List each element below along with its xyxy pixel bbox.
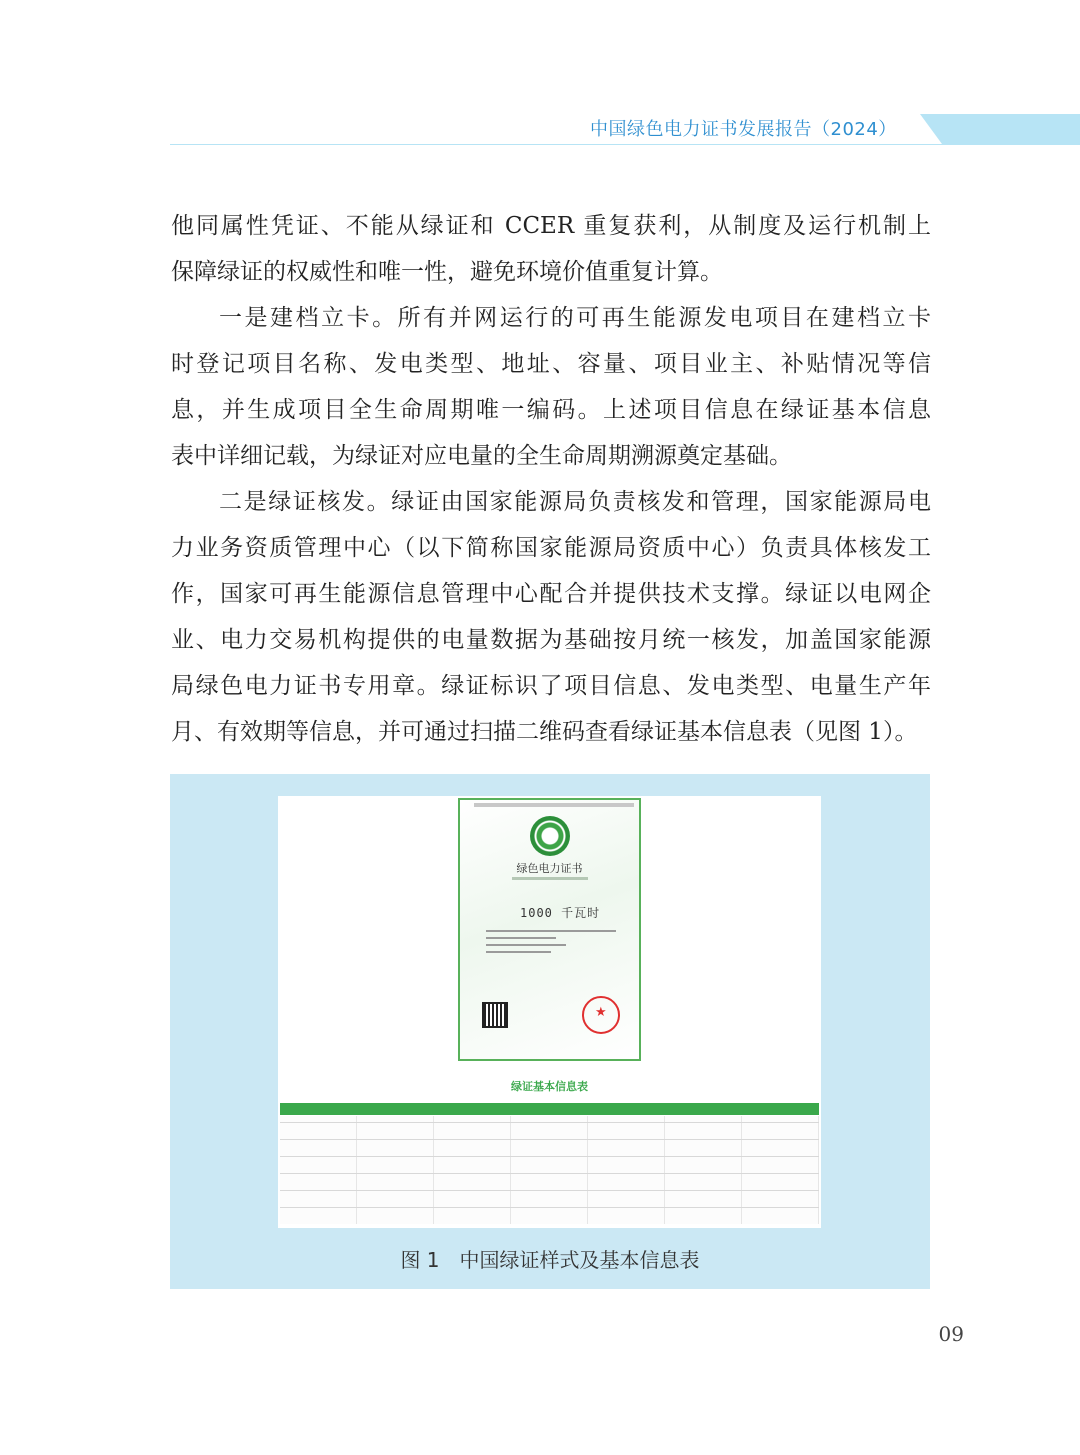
text-line: 时登记项目名称、发电类型、地址、容量、项目业主、补贴情况等信 (171, 351, 931, 377)
green-certificate (458, 798, 641, 1061)
certificate-title: 绿色电力证书 (516, 862, 583, 875)
certificate-serial-number (474, 803, 634, 807)
text-line: 表中详细记载，为绿证对应电量的全生命周期溯源奠定基础。 (171, 443, 792, 469)
text-line: 他同属性凭证、不能从绿证和 CCER 重复获利，从制度及运行机制上 (171, 213, 931, 239)
body-text (171, 203, 931, 755)
certificate-amount: 1000 千瓦时 (520, 906, 601, 920)
header-divider (170, 144, 1080, 145)
certificate-english-subtitle (512, 877, 588, 880)
text-line: 二是绿证核发。绿证由国家能源局负责核发和管理，国家能源局电 (219, 489, 931, 515)
text-line: 保障绿证的权威性和唯一性，避免环境价值重复计算。 (171, 259, 723, 285)
certificate-details (486, 930, 616, 958)
running-header-title: 中国绿色电力证书发展报告（2024） (590, 119, 897, 140)
figure-image (278, 796, 821, 1228)
text-line: 月、有效期等信息，并可通过扫描二维码查看绿证基本信息表（见图 1）。 (171, 719, 918, 745)
official-seal-icon (582, 996, 620, 1034)
info-table-header-bar (280, 1103, 819, 1115)
figure-1 (170, 774, 930, 1289)
text-line: 局绿色电力证书专用章。绿证标识了项目信息、发电类型、电量生产年 (171, 673, 931, 699)
text-line: 业、电力交易机构提供的电量数据为基础按月统一核发，加盖国家能源 (171, 627, 931, 653)
header-accent-tab (920, 114, 1080, 144)
text-line: 息，并生成项目全生命周期唯一编码。上述项目信息在绿证基本信息 (171, 397, 931, 423)
certificate-logo-icon (530, 816, 570, 856)
text-line: 作，国家可再生能源信息管理中心配合并提供技术支撑。绿证以电网企 (171, 581, 931, 607)
info-table-title: 绿证基本信息表 (511, 1080, 588, 1093)
text-line: 一是建档立卡。所有并网运行的可再生能源发电项目在建档立卡 (219, 305, 931, 331)
text-line: 力业务资质管理中心（以下简称国家能源局资质中心）负责具体核发工 (171, 535, 931, 561)
info-table (280, 1116, 819, 1224)
page-number: 09 (938, 1322, 964, 1346)
figure-caption: 图 1 中国绿证样式及基本信息表 (400, 1248, 700, 1272)
qr-code-icon (484, 1004, 506, 1026)
